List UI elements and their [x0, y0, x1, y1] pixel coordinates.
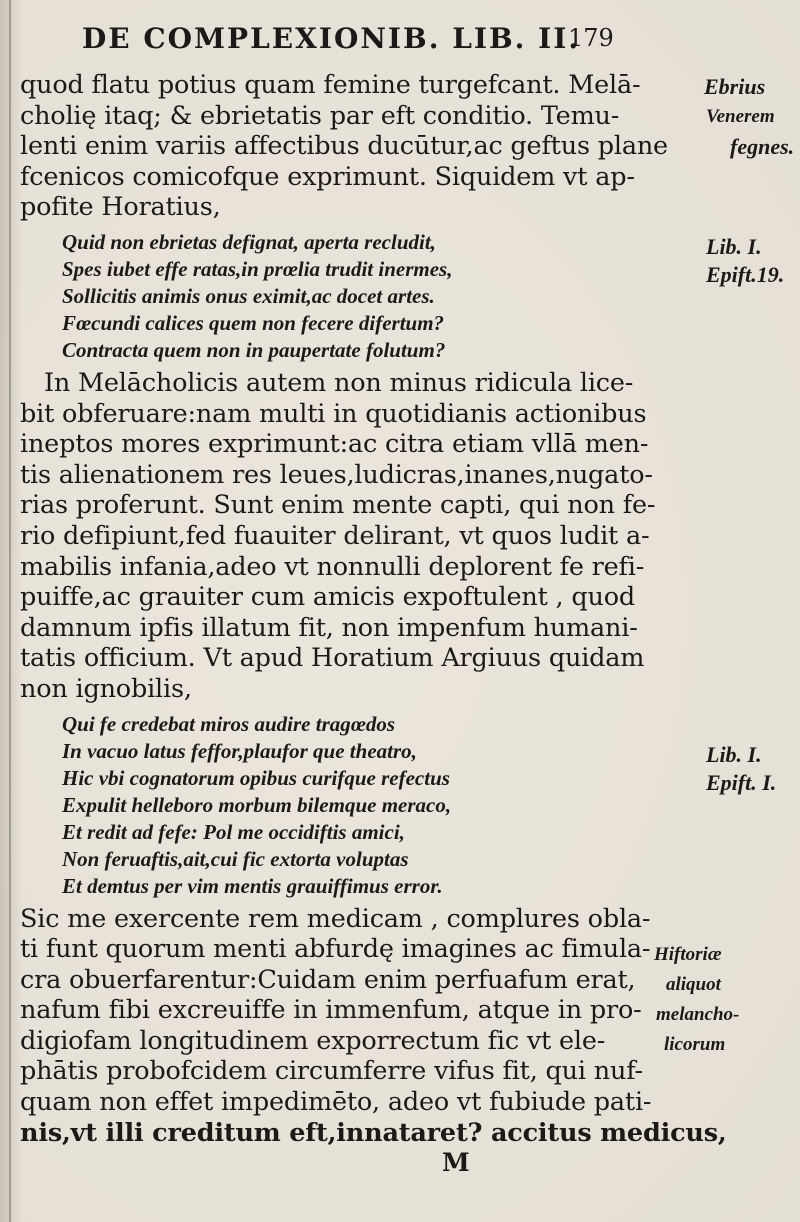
text-line: quam non effet impedimēto, adeo vt fubiude pati- [20, 1087, 652, 1118]
text-line: digiofam longitudinem exporrectum fic vt ele- [20, 1025, 606, 1056]
text-line: cra obuerfarentur:Cuidam enim perfuafum erat, [20, 964, 636, 995]
text-line: non ignobilis, [20, 673, 192, 704]
margin-note-historiae: Hiftoriæ [654, 944, 722, 965]
text-line: lenti enim variis affectibus ducūtur,ac geftus plane [20, 131, 668, 162]
text-line: tis alienationem res leues,ludicras,inanes,nugato- [20, 459, 653, 490]
text-line: damnum ipfis illatum fit, non impenfum humani- [20, 612, 638, 643]
text-line: Sic me exercente rem medicam , complures obla- [20, 903, 651, 934]
text-line: bit obferuare:nam multi in quotidianis actionibus [20, 398, 647, 429]
text-line: quod flatu potius quam femine turgefcant. Melā- [20, 70, 641, 100]
margin-note-epist-19: Epift.19. [706, 262, 785, 287]
verse-line: Hic vbi cognatorum opibus curifque refectus [62, 765, 450, 790]
text-line: ineptos mores exprimunt:ac citra etiam vllā men- [20, 429, 649, 460]
margin-note-lib-1: Lib. I. [706, 234, 762, 259]
verse-quotation-horace-1 [62, 229, 620, 364]
margin-note-aliquot: aliquot [666, 974, 721, 995]
running-head [0, 22, 800, 62]
text-line: ti funt quorum menti abfurdę imagines ac fimula- [20, 934, 651, 965]
text-line: tatis officium. Vt apud Horatium Argiuus quidam [20, 643, 645, 674]
verse-line: Et demtus per vim mentis grauiffimus error. [62, 873, 443, 898]
text-line: pofite Horatius, [20, 192, 221, 223]
verse-line: In vacuo latus feffor,plaufor que theatro, [62, 738, 417, 763]
running-head-title: DE COMPLEXIONIB. LIB. II. [82, 22, 581, 55]
margin-note-epist-2: Epift. I. [706, 770, 777, 795]
page-gutter-edge [9, 0, 11, 1222]
text-line: nis,vt illi creditum eft,innataret? accitus medicus, [20, 1117, 727, 1148]
text-line: In Melācholicis autem non minus ridicula lice- [44, 367, 634, 398]
verse-line: Et redit ad fefe: Pol me occidiftis amici, [62, 819, 405, 844]
verse-quotation-horace-2 [62, 711, 620, 900]
margin-note-licorum: licorum [664, 1034, 726, 1055]
catchword: M [442, 1148, 470, 1178]
text-line: rias proferunt. Sunt enim mente capti, qui non fe- [20, 490, 656, 521]
text-line: puiffe,ac grauiter cum amicis expoftulent , quod [20, 582, 635, 613]
text-line: nafum fibi excreuiffe in immenfum, atque in pro- [20, 995, 642, 1026]
text-line: fcenicos comicofque exprimunt. Siquidem vt ap- [20, 161, 635, 192]
verse-line: Qui fe credebat miros audire tragœdos [62, 711, 396, 736]
verse-line: Spes iubet effe ratas,in prœlia trudit inermes, [62, 256, 453, 281]
verse-line: Expulit helleboro morbum bilemque meraco, [62, 792, 452, 817]
verse-line: Fœcundi calices quem non fecere difertum? [62, 310, 445, 335]
verse-line: Non feruaftis,ait,cui fic extorta voluptas [62, 846, 409, 871]
margin-note-segnes: fegnes. [730, 134, 795, 159]
text-line: phātis probofcidem circumferre vifus fit, qui nuf- [20, 1056, 643, 1087]
text-line: rio defipiunt,fed fuauiter delirant, vt quos ludit a- [20, 520, 650, 551]
verse-line: Sollicitis animis onus eximit,ac docet artes. [62, 283, 435, 308]
margin-note-melancho: melancho- [656, 1004, 740, 1025]
margin-note-venerem: Venerem [706, 106, 775, 127]
verse-line: Contracta quem non in paupertate folutum? [62, 337, 446, 362]
margin-note-lib-1-second: Lib. I. [706, 742, 762, 767]
verse-line: Quid non ebrietas defignat, aperta recludit, [62, 229, 436, 254]
margin-note-ebrius: Ebrius [704, 74, 766, 99]
text-line: cholię itaq; & ebrietatis par eft conditio. Temu- [20, 100, 620, 131]
page-number: 179 [568, 24, 614, 52]
text-line: mabilis infania,adeo vt nonnulli deplorent fe refi- [20, 551, 645, 582]
